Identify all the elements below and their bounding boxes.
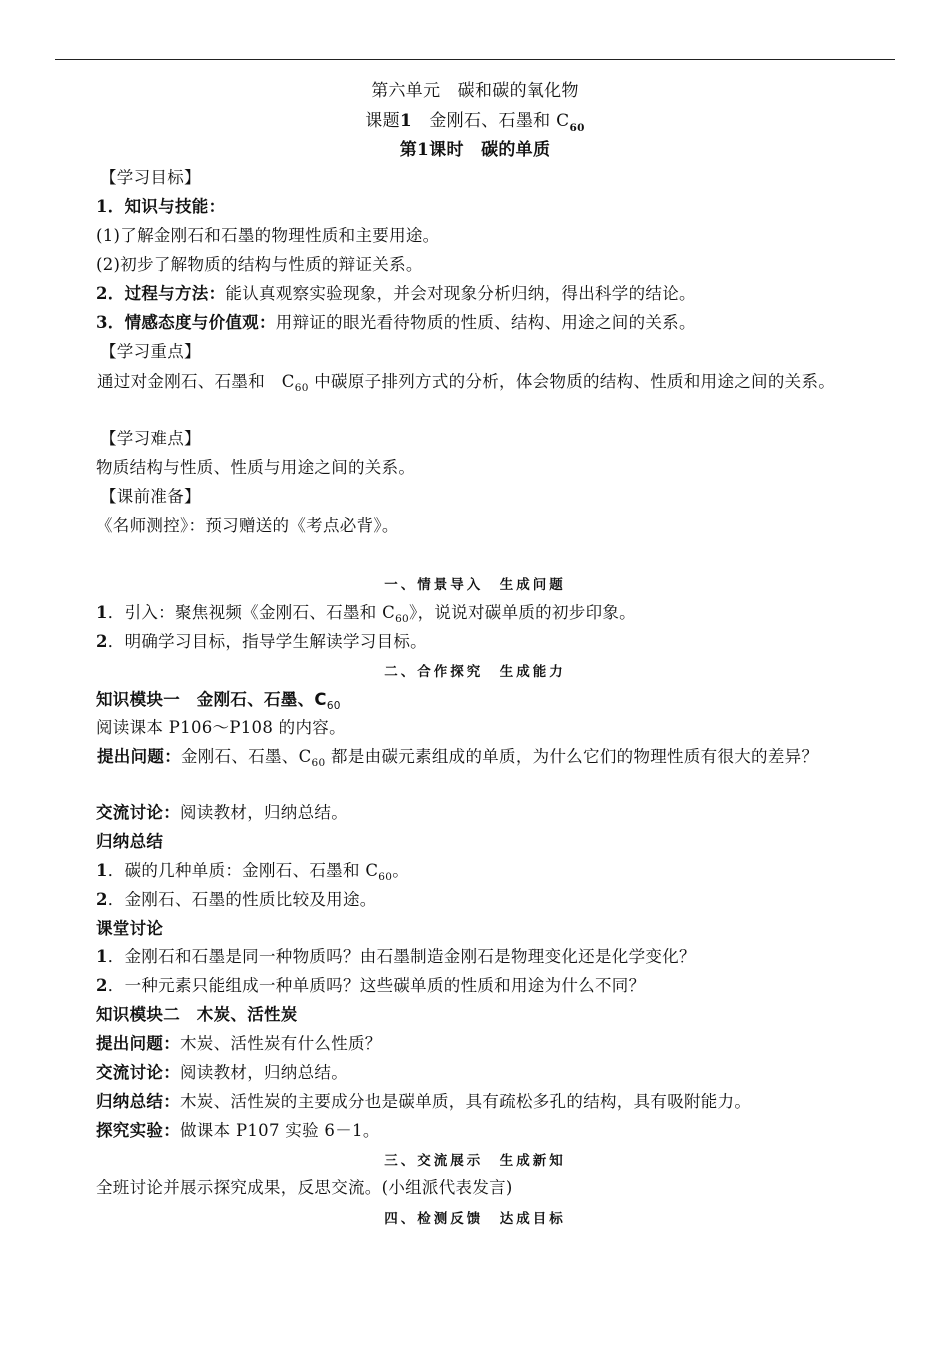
module-2-summary	[60, 1090, 890, 1114]
section-1-item-2-num: 2	[96, 632, 108, 651]
module-1-question-b: 都是由碳元素组成的单质，为什么它们的物理性质有很大的差异？	[325, 747, 819, 766]
module-1-question-label: 提出问题：	[97, 747, 181, 766]
module-1-summary-1-num: 1	[96, 861, 108, 880]
goal-knowledge-2: (2)初步了解物质的结构与性质的辩证关系。	[96, 255, 423, 274]
lesson-name: 金刚石、石墨和 C	[412, 111, 570, 131]
module-2-experiment-label: 探究实验：	[96, 1121, 180, 1140]
goals-heading: 【学习目标】	[100, 168, 201, 187]
module-2-summary-label: 归纳总结：	[96, 1092, 180, 1111]
classroom-discussion-2-num: 2	[96, 976, 108, 995]
key-points-text-b: 中碳原子排列方式的分析，体会物质的结构、性质和用途之间的关系。	[308, 372, 836, 391]
key-points-subscript: 60	[294, 382, 309, 394]
section-4-heading: 四、检测反馈 达成目标	[384, 1211, 566, 1227]
module-1-summary-1-sub: 60	[378, 871, 393, 883]
lesson-subscript: 60	[569, 122, 585, 134]
classroom-discussion-2	[60, 974, 890, 998]
module-2-experiment	[60, 1119, 890, 1143]
classroom-discussion-1-text: ．金刚石和石墨是同一种物质吗？由石墨制造金刚石是物理变化还是化学变化？	[107, 947, 696, 966]
module-2-question-text: 木炭、活性炭有什么性质？	[180, 1034, 382, 1053]
period-title	[0, 138, 950, 162]
module-1-summary-2-num: 2	[96, 890, 108, 909]
section-1-item-2	[60, 630, 890, 654]
module-2-summary-text: 木炭、活性炭的主要成分也是碳单质，具有疏松多孔的结构，具有吸附能力。	[180, 1092, 752, 1111]
module-1-discussion	[60, 801, 890, 825]
module-1-title	[60, 688, 890, 718]
section-1-item-1-a: ．引入：聚焦视频《金刚石、石墨和 C	[107, 603, 396, 622]
module-1-discussion-label: 交流讨论：	[96, 803, 180, 822]
goal-emotion	[60, 311, 890, 335]
goal-process	[60, 282, 890, 306]
goal-emotion-label: ．情感态度与价值观：	[107, 313, 276, 332]
section-1-heading: 一、情景导入 生成问题	[384, 577, 566, 593]
classroom-discussion-2-text: ．一种元素只能组成一种单质吗？这些碳单质的性质和用途为什么不同？	[107, 976, 646, 995]
period-number: 1	[417, 140, 430, 160]
classroom-discussion-label: 课堂讨论	[96, 919, 164, 938]
module-2-discussion-label: 交流讨论：	[96, 1063, 180, 1082]
module-1-summary-2	[60, 888, 890, 912]
module-2-question-label: 提出问题：	[96, 1034, 180, 1053]
module-2-discussion	[60, 1061, 890, 1085]
lesson-number: 1	[399, 111, 413, 131]
module-1-question	[57, 742, 893, 778]
section-1-item-1	[60, 601, 890, 631]
key-points-text	[57, 367, 893, 403]
goal-process-label: ．过程与方法：	[107, 284, 226, 303]
period-name: 课时 碳的单质	[429, 140, 551, 160]
module-1-summary-1	[60, 859, 890, 889]
module-1-summary-label: 归纳总结	[96, 832, 164, 851]
module-1-question-sub: 60	[311, 757, 326, 769]
key-points-text-a: 通过对金刚石、石墨和 C	[97, 372, 295, 391]
lesson-title-prefix: 课题	[365, 111, 400, 131]
module-1-discussion-text: 阅读教材，归纳总结。	[180, 803, 348, 822]
unit-title-text: 第六单元 碳和碳的氧化物	[371, 81, 579, 101]
module-1-summary-1-a: ．碳的几种单质：金刚石、石墨和 C	[107, 861, 379, 880]
goal-process-text: 能认真观察实验现象，并会对现象分析归纳，得出科学的结论。	[225, 284, 696, 303]
section-3-text: 全班讨论并展示探究成果，反思交流。(小组派代表发言)	[96, 1178, 513, 1197]
goal-emotion-text: 用辩证的眼光看待物质的性质、结构、用途之间的关系。	[275, 313, 696, 332]
goal-process-num: 2	[96, 284, 108, 303]
goal-emotion-num: 3	[96, 313, 108, 332]
module-2-discussion-text: 阅读教材，归纳总结。	[180, 1063, 348, 1082]
goal-knowledge-num: 1	[96, 197, 108, 216]
section-1-item-1-sub: 60	[395, 613, 410, 625]
module-1-title-text: 知识模块一 金刚石、石墨、C	[96, 690, 327, 709]
module-1-title-sub: 60	[326, 700, 341, 712]
section-1-item-1-b: 》，说说对碳单质的初步印象。	[409, 603, 636, 622]
classroom-discussion-1	[60, 945, 890, 969]
section-2-heading: 二、合作探究 生成能力	[384, 664, 566, 680]
unit-title	[0, 79, 950, 103]
goal-knowledge-label: ．知识与技能：	[107, 197, 226, 216]
preparation-text: 《名师测控》：预习赠送的《考点必背》。	[96, 516, 399, 535]
period-prefix: 第	[399, 140, 418, 160]
module-1-summary-1-b: 。	[392, 861, 410, 880]
classroom-discussion-1-num: 1	[96, 947, 108, 966]
section-3-heading: 三、交流展示 生成新知	[384, 1153, 566, 1169]
section-1-item-1-num: 1	[96, 603, 108, 622]
goal-knowledge	[60, 195, 890, 219]
module-2-experiment-text: 做课本 P107 实验 6－1。	[180, 1121, 380, 1140]
difficulties-heading: 【学习难点】	[100, 429, 201, 448]
difficulties-text: 物质结构与性质、性质与用途之间的关系。	[96, 458, 416, 477]
module-2-question	[60, 1032, 890, 1056]
section-1-item-2-text: ．明确学习目标，指导学生解读学习目标。	[107, 632, 427, 651]
key-points-heading: 【学习重点】	[100, 342, 201, 361]
module-1-reading: 阅读课本 P106～P108 的内容。	[96, 718, 346, 737]
module-1-question-a: 金刚石、石墨、C	[181, 747, 312, 766]
module-1-summary-2-text: ．金刚石、石墨的性质比较及用途。	[107, 890, 377, 909]
lesson-title	[0, 109, 950, 140]
goal-knowledge-1: (1)了解金刚石和石墨的物理性质和主要用途。	[96, 226, 440, 245]
preparation-heading: 【课前准备】	[100, 487, 201, 506]
module-2-title: 知识模块二 木炭、活性炭	[96, 1005, 298, 1024]
